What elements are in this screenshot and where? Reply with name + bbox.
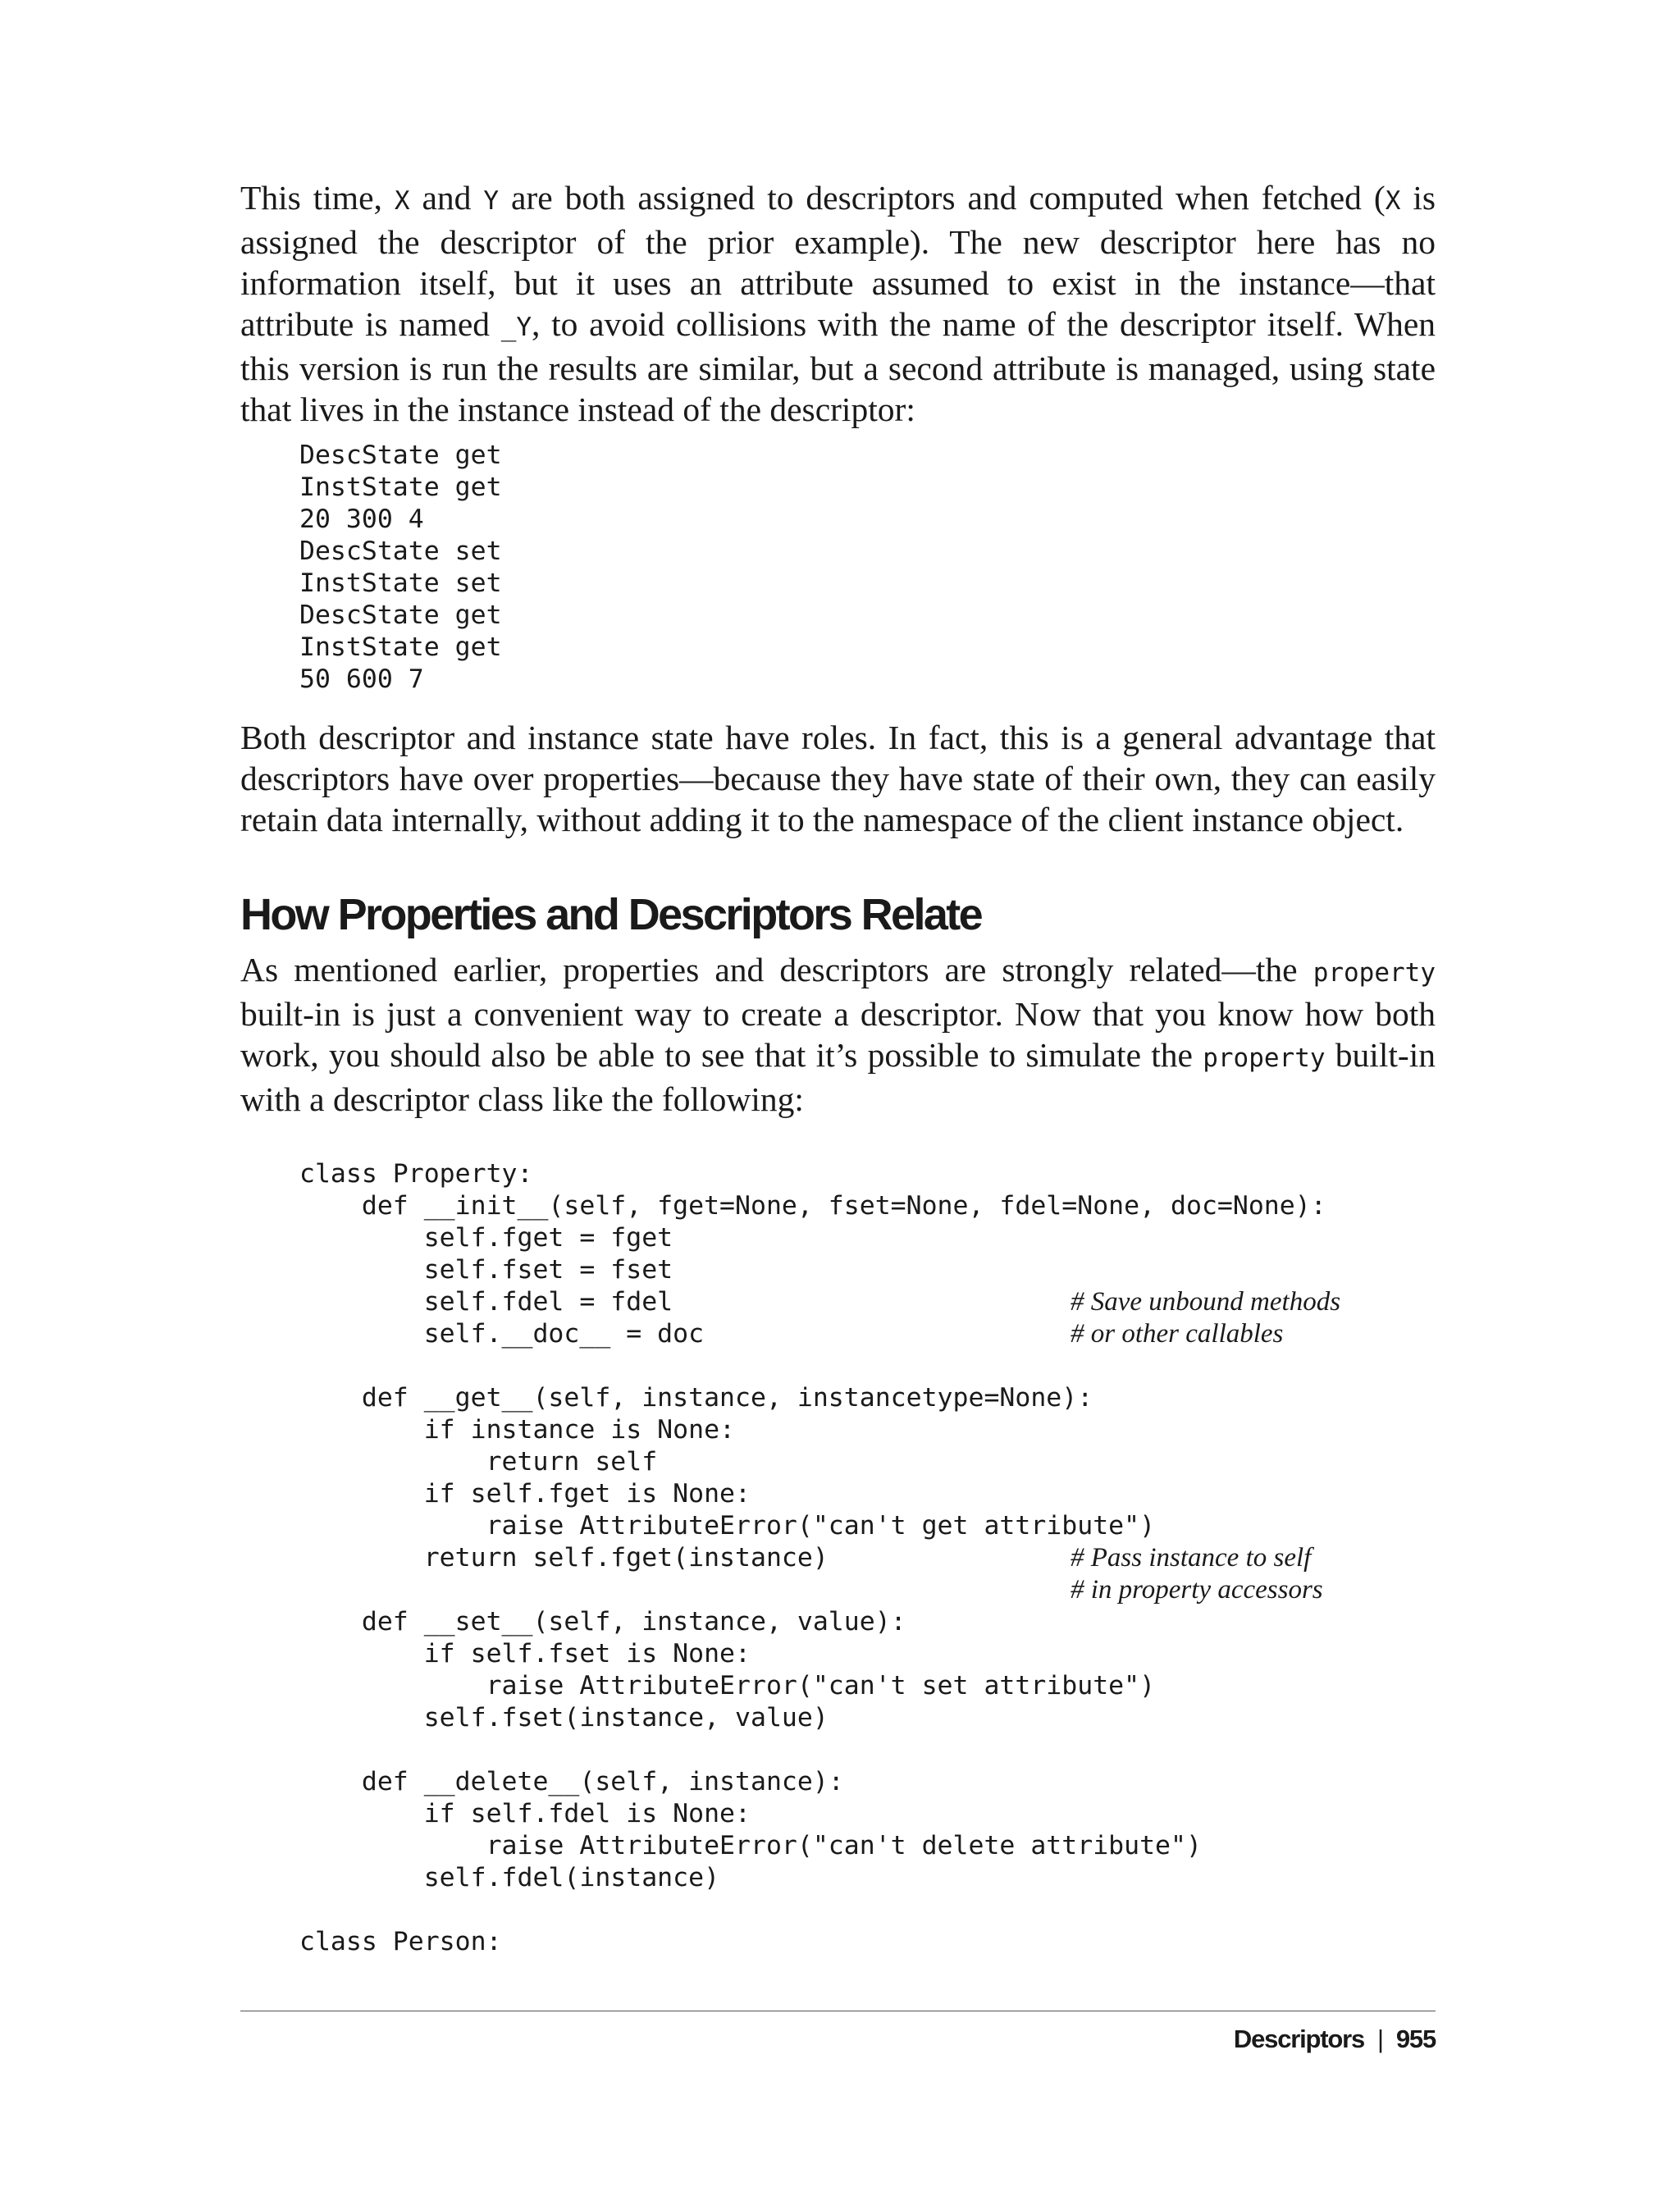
code-text: self.fdel = fdel — [299, 1287, 673, 1317]
code-comment: # or other callables — [1071, 1319, 1284, 1349]
code-line: DescState set — [299, 536, 502, 566]
inline-code: property — [1312, 958, 1436, 988]
code-line: InstState set — [299, 568, 502, 598]
code-line — [299, 1574, 1436, 1606]
text: and — [409, 179, 484, 217]
body-paragraph-3 — [240, 949, 1436, 1118]
code-line: raise AttributeError("can't get attribute") — [299, 1511, 1156, 1541]
blank-line — [299, 1894, 1436, 1926]
section-heading: How Properties and Descriptors Relate — [240, 890, 982, 939]
page-number: 955 — [1395, 2025, 1436, 2053]
property-class-code-block — [240, 1126, 1436, 2022]
text: As mentioned earlier, properties and descriptors are strongly related—the — [240, 951, 1313, 988]
code-line: InstState get — [299, 472, 502, 502]
code-line: self.fset = fset — [299, 1255, 673, 1285]
inline-code: _Y — [500, 313, 532, 342]
blank-line — [299, 1350, 1436, 1382]
code-line: if self.fset is None: — [299, 1639, 751, 1669]
footer-separator: | — [1377, 2025, 1383, 2053]
code-line: return self — [299, 1447, 658, 1477]
code-comment: # in property accessors — [1071, 1575, 1323, 1605]
code-text: self.__doc__ = doc — [299, 1319, 705, 1349]
code-line: self.fset(instance, value) — [299, 1703, 829, 1732]
code-line: 50 600 7 — [299, 664, 424, 694]
inline-code: X — [1385, 186, 1401, 216]
body-paragraph-2: Both descriptor and instance state have roles. In fact, this is a general advantage that descriptors have over properties—because they have state of their own, they can easily retain data internally, without adding it to the namespace of the client instance object. — [240, 719, 1436, 838]
code-line — [299, 1318, 1436, 1350]
code-line: raise AttributeError("can't delete attribute") — [299, 1831, 1202, 1860]
text: is assigned the descriptor of the prior example). The new descriptor here has no information itself, but it uses an attribute assumed to exist in the instance—that attribute is named — [240, 179, 1436, 343]
inline-code: Y — [483, 186, 500, 216]
body-paragraph-1 — [240, 177, 1436, 428]
code-comment: # Pass instance to self — [1071, 1543, 1312, 1573]
text: built-in with a descriptor class like the following: — [240, 1036, 1436, 1118]
code-line: if self.fget is None: — [299, 1479, 751, 1509]
code-line: raise AttributeError("can't set attribute") — [299, 1671, 1156, 1701]
blank-line — [299, 1734, 1436, 1766]
code-line: def __delete__(self, instance): — [299, 1767, 844, 1796]
code-comment: # Save unbound methods — [1071, 1287, 1341, 1317]
code-line: self.fdel(instance) — [299, 1863, 720, 1892]
code-line: DescState get — [299, 441, 502, 470]
text: , to avoid collisions with the name of the descriptor itself. When this version is run the results are similar, but a second attribute is managed, using state that lives in the instance instead of the descriptor: — [240, 305, 1436, 428]
code-line — [299, 1542, 1436, 1574]
code-line: if self.fdel is None: — [299, 1799, 751, 1828]
code-line — [299, 1286, 1436, 1318]
code-line: InstState get — [299, 632, 502, 662]
inline-code: property — [1203, 1043, 1326, 1073]
code-line: DescState get — [299, 600, 502, 630]
code-text: return self.fget(instance) — [299, 1543, 829, 1573]
code-line: def __set__(self, instance, value): — [299, 1607, 906, 1637]
text: built-in is just a convenient way to create a descriptor. Now that you know how both work, you should also be able to see that it’s possible to simulate the — [240, 995, 1436, 1074]
code-line: if instance is None: — [299, 1415, 736, 1445]
page-content — [240, 177, 1436, 2022]
code-line: class Person: — [299, 1927, 502, 1956]
code-line: def __get__(self, instance, instancetype=None): — [299, 1383, 1093, 1413]
page-footer — [1234, 2025, 1436, 2054]
footer-section-title: Descriptors — [1233, 2025, 1365, 2053]
code-line: self.fget = fget — [299, 1223, 673, 1253]
output-code-block — [240, 440, 1436, 696]
code-line: def __init__(self, fget=None, fset=None, fdel=None, doc=None): — [299, 1191, 1326, 1221]
text: This time, — [240, 179, 395, 217]
text: are both assigned to descriptors and computed when fetched ( — [499, 179, 1386, 217]
code-line: 20 300 4 — [299, 504, 424, 534]
inline-code: X — [394, 186, 410, 216]
code-line: class Property: — [299, 1159, 533, 1189]
